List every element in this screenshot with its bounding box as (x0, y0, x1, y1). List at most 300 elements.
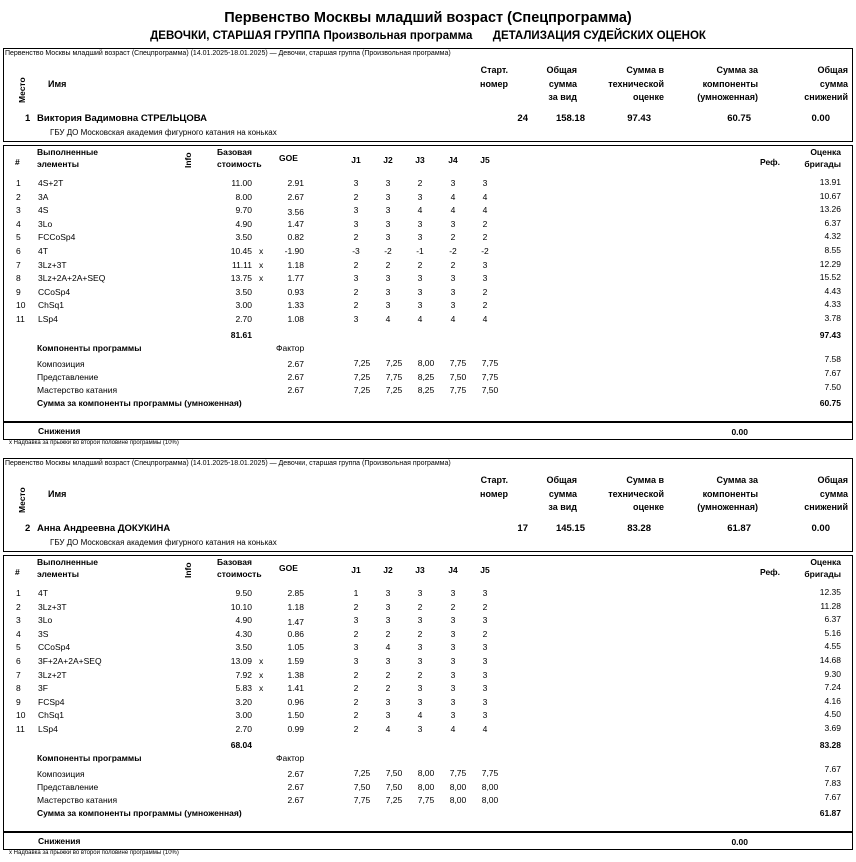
element-judge-score: 2 (353, 628, 359, 639)
element-code: FCCoSp4 (38, 232, 76, 243)
header-line: оценке (633, 92, 664, 102)
deductions-box (3, 422, 853, 440)
deductions-label: Снижения (38, 836, 81, 846)
element-panel-score: 6.37 (824, 217, 841, 228)
goe-header: GOE (279, 153, 298, 163)
element-judge-score: 3 (450, 218, 456, 229)
element-code: 3A (38, 191, 49, 202)
element-code: 3Lz+2A+2A+SEQ (38, 273, 106, 284)
element-number: 1 (16, 178, 21, 188)
element-goe: 1.18 (287, 259, 304, 270)
element-base-value: 3.50 (235, 232, 252, 243)
element-judge-score: 3 (417, 218, 423, 229)
element-judge-score: 3 (385, 191, 391, 202)
component-judge-score: 8,00 (481, 795, 499, 805)
header-line: Сумма за (716, 65, 758, 75)
element-panel-score: 7.24 (824, 682, 841, 693)
element-panel-score: 4.33 (824, 299, 841, 310)
element-judge-score: 3 (450, 710, 456, 721)
element-judge-score: 4 (385, 724, 391, 734)
element-goe: 1.50 (287, 710, 304, 721)
judge-header-3: J3 (415, 155, 425, 165)
element-panel-score: 4.50 (824, 709, 841, 720)
element-judge-score: 2 (353, 232, 359, 243)
judge-header-1: J1 (351, 565, 361, 575)
component-judge-score: 7,75 (353, 795, 371, 805)
element-judge-score: 4 (450, 191, 456, 202)
header-line: Общая (817, 475, 848, 485)
element-bonus-mark: x (259, 669, 264, 680)
element-judge-score: 2 (482, 300, 488, 311)
skater-block (3, 48, 853, 448)
panel-header-1: Оценка (810, 557, 841, 567)
component-judge-score: 8,00 (481, 782, 499, 792)
header-line: Сумма в (626, 475, 664, 485)
component-name: Представление (37, 372, 99, 382)
element-number: 9 (16, 696, 21, 707)
element-goe: 1.47 (287, 617, 304, 628)
component-panel-score: 7.67 (824, 764, 841, 774)
value-tech: 97.43 (627, 113, 651, 124)
element-judge-score: 3 (353, 218, 359, 229)
element-bonus-mark: x (259, 246, 264, 256)
element-panel-score: 9.30 (824, 668, 841, 679)
element-judge-score: 3 (353, 656, 359, 666)
event-caption: Первенство Москвы младший возраст (Спецпрограмма) (14.01.2025-18.01.2025) — Девочки, старшая группа (Произвольная программа) (5, 460, 451, 467)
element-panel-score: 3.69 (824, 723, 841, 733)
element-judge-score: 3 (353, 314, 359, 324)
element-judge-score: 3 (482, 588, 488, 598)
element-code: ChSq1 (38, 300, 64, 311)
element-judge-score: 2 (385, 628, 391, 639)
component-judge-score: 8,00 (417, 358, 435, 368)
component-judge-score: 7,50 (481, 385, 499, 395)
element-judge-score: 4 (482, 724, 488, 734)
element-judge-score: 3 (385, 588, 391, 598)
header-line: снижений (804, 92, 848, 102)
deductions-box (3, 832, 853, 850)
element-number: 6 (16, 656, 21, 666)
element-base-value: 9.70 (235, 205, 252, 216)
element-judge-score: 2 (385, 683, 391, 694)
element-base-value: 3.50 (235, 286, 252, 297)
name-header: Имя (48, 489, 67, 499)
header-line: компоненты (702, 78, 758, 89)
component-judge-score: 7,50 (385, 768, 403, 778)
element-judge-score: 2 (353, 669, 359, 680)
element-judge-score: 2 (417, 628, 423, 639)
element-base-value: 7.92 (235, 669, 252, 680)
value-total: 158.18 (555, 113, 585, 124)
component-factor: 2.67 (287, 359, 304, 369)
value-ded: 0.00 (811, 113, 830, 124)
header-line: за вид (548, 92, 577, 102)
element-judge-score: 3 (417, 232, 423, 243)
element-code: 3Lo (38, 218, 53, 229)
component-judge-score: 7,25 (353, 358, 371, 368)
element-base-value: 9.50 (235, 588, 252, 598)
element-judge-score: 4 (482, 205, 488, 216)
place: 1 (25, 113, 31, 124)
header-tech (608, 64, 664, 105)
header-line: сумма (548, 78, 577, 89)
element-panel-score: 4.55 (824, 641, 841, 652)
element-panel-score: 5.16 (824, 627, 841, 638)
factor-header: Фактор (276, 753, 305, 763)
header-ded (804, 474, 848, 515)
place-header: Место (17, 487, 27, 513)
element-judge-score: 3 (450, 300, 456, 311)
element-judge-score: 2 (353, 601, 359, 612)
header-line: сумма (548, 488, 577, 499)
element-judge-score: 3 (417, 191, 423, 202)
element-goe: 1.59 (287, 656, 304, 666)
element-number: 7 (16, 669, 21, 680)
event-caption: Первенство Москвы младший возраст (Спецпрограмма) (14.01.2025-18.01.2025) — Девочки, старшая группа (Произвольная программа) (5, 50, 451, 57)
element-judge-score: 2 (353, 710, 359, 721)
element-goe: 1.05 (287, 642, 304, 653)
element-base-value: 13.09 (230, 656, 252, 666)
component-judge-score: 7,50 (385, 782, 403, 792)
element-judge-score: 2 (353, 300, 359, 311)
judge-header-4: J4 (448, 565, 458, 575)
element-judge-score: 4 (385, 314, 391, 324)
element-judge-score: 3 (385, 286, 391, 297)
header-line: номер (480, 78, 508, 89)
element-goe: 3.56 (287, 207, 304, 218)
value-start-no: 24 (517, 113, 528, 124)
judge-header-2: J2 (383, 565, 393, 575)
element-goe: 1.38 (287, 669, 304, 680)
skater-name: Виктория Вадимовна СТРЕЛЬЦОВА (37, 113, 208, 124)
element-judge-score: -3 (352, 246, 360, 256)
header-line: Общая (817, 65, 848, 75)
component-judge-score: 7,25 (385, 385, 403, 395)
element-judge-score: 3 (385, 300, 391, 311)
component-judge-score: 7,25 (385, 795, 403, 805)
element-judge-score: 2 (353, 724, 359, 734)
component-judge-score: 7,75 (481, 372, 499, 382)
value-total: 145.15 (555, 523, 585, 534)
element-judge-score: 4 (385, 642, 391, 653)
header-ded (804, 64, 848, 105)
header-line: Сумма за (716, 475, 758, 485)
element-judge-score: 3 (482, 696, 488, 707)
element-judge-score: 4 (417, 205, 423, 216)
element-judge-score: 3 (450, 642, 456, 653)
element-panel-score: 12.35 (819, 587, 841, 597)
element-panel-score: 4.43 (824, 285, 841, 296)
element-base-value: 3.50 (235, 642, 252, 653)
element-judge-score: 2 (482, 628, 488, 639)
element-judge-score: 4 (450, 205, 456, 216)
element-code: CCoSp4 (38, 286, 71, 297)
skater-summary-box (3, 48, 853, 142)
info-header: Info (183, 562, 193, 578)
element-judge-score: 3 (450, 696, 456, 707)
element-judge-score: 3 (417, 300, 423, 311)
judge-header-2: J2 (383, 155, 393, 165)
element-judge-score: 2 (353, 286, 359, 297)
component-name: Мастерство катания (37, 795, 118, 805)
components-total-label: Сумма за компоненты программы (умноженная) (37, 808, 242, 818)
element-panel-score: 4.16 (824, 695, 841, 706)
element-judge-score: 3 (482, 178, 488, 188)
header-line: Общая (546, 65, 577, 75)
component-judge-score: 7,25 (385, 358, 403, 368)
component-judge-score: 8,00 (417, 768, 435, 778)
components-total: 60.75 (819, 398, 841, 408)
deductions-total: 0.00 (731, 427, 748, 437)
component-factor: 2.67 (287, 385, 304, 395)
component-judge-score: 7,50 (449, 372, 467, 382)
element-judge-score: 3 (482, 615, 488, 626)
header-line: снижений (804, 502, 848, 512)
element-number: 7 (16, 259, 21, 270)
judge-header-1: J1 (351, 155, 361, 165)
element-judge-score: 3 (450, 628, 456, 639)
deductions-label: Снижения (38, 426, 81, 436)
goe-header: GOE (279, 563, 298, 573)
judge-header-5: J5 (480, 155, 490, 165)
element-goe: 1.33 (287, 300, 304, 311)
panel-header-1: Оценка (810, 147, 841, 157)
component-factor: 2.67 (287, 795, 304, 805)
component-judge-score: 7,75 (385, 372, 403, 382)
element-bonus-mark: x (259, 259, 264, 270)
header-line: сумма (819, 78, 848, 89)
element-judge-score: 4 (450, 314, 456, 324)
element-judge-score: 2 (482, 286, 488, 297)
base-header-2: стоимость (217, 569, 262, 579)
component-factor: 2.67 (287, 782, 304, 792)
deductions-total: 0.00 (731, 837, 748, 847)
component-judge-score: 7,75 (449, 385, 467, 395)
element-panel-score: 12.29 (819, 258, 841, 269)
element-code: 4S (38, 205, 49, 216)
element-judge-score: 3 (482, 683, 488, 694)
header-start-no (480, 64, 508, 91)
value-comp: 61.87 (727, 523, 751, 534)
place-header: Место (17, 77, 27, 103)
element-judge-score: 2 (417, 601, 423, 612)
element-judge-score: 3 (482, 656, 488, 666)
element-code: 3Lz+3T (38, 259, 67, 270)
club-name: ГБУ ДО Московская академия фигурного катания на коньках (50, 128, 277, 137)
element-judge-score: 2 (353, 191, 359, 202)
element-judge-score: -2 (449, 246, 457, 256)
subtitle-category: ДЕВОЧКИ, СТАРШАЯ ГРУППА Произвольная программа (150, 30, 473, 42)
element-number: 10 (16, 710, 26, 721)
header-line: (умноженная) (697, 502, 758, 512)
element-number: 8 (16, 273, 21, 284)
element-number: 4 (16, 628, 21, 639)
element-judge-score: 3 (385, 601, 391, 612)
header-line: за вид (548, 502, 577, 512)
element-judge-score: 3 (482, 273, 488, 284)
element-base-value: 11.11 (231, 259, 252, 270)
ref-header: Реф. (760, 157, 780, 167)
header-comp (697, 64, 758, 105)
element-base-value: 11.00 (231, 178, 252, 188)
element-number: 4 (16, 218, 21, 229)
header-start-no (480, 474, 508, 501)
panel-header-2: бригады (804, 569, 841, 579)
element-code: FCSp4 (38, 696, 65, 707)
element-number: 6 (16, 246, 21, 256)
component-factor: 2.67 (287, 372, 304, 382)
element-number: 2 (16, 191, 21, 202)
element-goe: 1.18 (287, 601, 304, 612)
subtitle-report-type: ДЕТАЛИЗАЦИЯ СУДЕЙСКИХ ОЦЕНОК (492, 30, 706, 42)
element-base-value: 8.00 (235, 191, 252, 202)
element-code: LSp4 (38, 724, 58, 734)
component-name: Композиция (37, 769, 85, 779)
judge-header-3: J3 (415, 565, 425, 575)
element-judge-score: 2 (417, 178, 423, 188)
element-judge-score: 2 (482, 601, 488, 612)
element-panel-score: 3.78 (824, 313, 841, 323)
element-number: 1 (16, 588, 21, 598)
component-panel-score: 7.50 (824, 382, 841, 392)
ref-header: Реф. (760, 567, 780, 577)
hash-header: # (15, 567, 20, 577)
element-panel-score: 4.32 (824, 231, 841, 242)
header-line: Старт. (480, 65, 508, 75)
components-total-label: Сумма за компоненты программы (умноженная) (37, 398, 242, 408)
element-judge-score: 3 (353, 273, 359, 284)
element-judge-score: 2 (482, 218, 488, 229)
factor-header: Фактор (276, 343, 305, 353)
header-line: Старт. (480, 475, 508, 485)
element-judge-score: 3 (353, 205, 359, 216)
component-judge-score: 8,25 (417, 385, 435, 395)
element-goe: 0.93 (287, 286, 304, 297)
element-judge-score: 3 (450, 656, 456, 666)
element-judge-score: 3 (417, 696, 423, 707)
element-goe: 0.86 (287, 628, 304, 639)
component-panel-score: 7.67 (824, 792, 841, 802)
element-number: 5 (16, 232, 21, 243)
element-judge-score: 2 (482, 232, 488, 243)
component-panel-score: 7.67 (824, 368, 841, 378)
component-judge-score: 8,00 (417, 782, 435, 792)
element-judge-score: 3 (417, 286, 423, 297)
element-base-value: 4.90 (235, 615, 252, 626)
skater-block (3, 458, 853, 858)
element-panel-score: 11.28 (820, 600, 841, 611)
value-start-no: 17 (517, 523, 528, 534)
component-judge-score: 8,00 (449, 782, 467, 792)
element-judge-score: 3 (417, 588, 423, 598)
element-base-value: 3.00 (235, 710, 252, 721)
component-judge-score: 7,75 (449, 358, 467, 368)
elements-box (3, 555, 853, 832)
element-goe: 1.41 (287, 683, 304, 694)
tes-total: 97.43 (819, 329, 841, 340)
element-judge-score: 3 (482, 259, 488, 270)
element-base-value: 13.75 (230, 273, 252, 284)
element-judge-score: 4 (450, 724, 456, 734)
tes-total: 83.28 (819, 739, 841, 750)
page-title: Первенство Москвы младший возраст (Спецпрограмма) (224, 10, 632, 26)
element-judge-score: 2 (417, 259, 423, 270)
header-line: Сумма в (626, 65, 664, 75)
element-panel-score: 10.67 (819, 190, 841, 201)
element-judge-score: 2 (353, 696, 359, 707)
element-judge-score: 3 (417, 642, 423, 653)
element-number: 11 (16, 314, 25, 324)
component-judge-score: 7,75 (481, 768, 499, 778)
header-line: Общая (546, 475, 577, 485)
element-judge-score: 3 (417, 273, 423, 284)
element-judge-score: 2 (450, 259, 456, 270)
element-judge-score: 4 (482, 191, 488, 202)
element-judge-score: 3 (385, 710, 391, 721)
value-tech: 83.28 (627, 523, 651, 534)
component-judge-score: 7,25 (353, 768, 371, 778)
element-base-value: 2.70 (235, 724, 252, 734)
element-judge-score: 3 (417, 656, 423, 666)
element-code: 3S (38, 628, 49, 639)
component-name: Мастерство катания (37, 385, 118, 395)
element-goe: 2.67 (287, 191, 304, 202)
element-judge-score: 3 (353, 615, 359, 626)
element-judge-score: 3 (385, 696, 391, 707)
element-goe: 0.99 (287, 724, 304, 734)
elements-box (3, 145, 853, 422)
components-total: 61.87 (819, 808, 841, 818)
components-title: Компоненты программы (37, 753, 142, 763)
element-judge-score: 3 (417, 615, 423, 626)
component-name: Композиция (37, 359, 85, 369)
element-code: 4T (38, 246, 48, 256)
element-judge-score: 3 (385, 178, 391, 188)
component-judge-score: 7,75 (481, 358, 499, 368)
element-number: 8 (16, 683, 21, 694)
element-number: 5 (16, 642, 21, 653)
element-panel-score: 8.55 (824, 245, 841, 255)
element-code: CCoSp4 (38, 642, 71, 653)
element-judge-score: 3 (417, 724, 423, 734)
header-line: технической (608, 78, 664, 89)
element-goe: 1.08 (287, 314, 304, 324)
element-judge-score: 3 (450, 669, 456, 680)
header-line: сумма (819, 488, 848, 499)
element-base-value: 4.90 (235, 218, 252, 229)
header-line: компоненты (702, 488, 758, 499)
base-value-total: 68.04 (230, 739, 252, 750)
element-panel-score: 13.26 (819, 204, 841, 215)
element-judge-score: 3 (385, 615, 391, 626)
element-judge-score: 3 (450, 286, 456, 297)
element-panel-score: 14.68 (819, 655, 841, 665)
element-base-value: 3.00 (235, 300, 252, 311)
element-base-value: 10.45 (230, 246, 252, 256)
judge-header-5: J5 (480, 565, 490, 575)
club-name: ГБУ ДО Московская академия фигурного катания на коньках (50, 538, 277, 547)
element-number: 10 (16, 300, 26, 311)
element-code: 3F (38, 683, 48, 694)
panel-header-2: бригады (804, 159, 841, 169)
element-number: 3 (16, 205, 21, 216)
components-title: Компоненты программы (37, 343, 142, 353)
header-total (546, 64, 577, 105)
element-judge-score: 2 (417, 669, 423, 680)
element-number: 3 (16, 615, 21, 626)
element-goe: 2.85 (287, 588, 304, 598)
element-code: 3Lz+2T (38, 669, 67, 680)
